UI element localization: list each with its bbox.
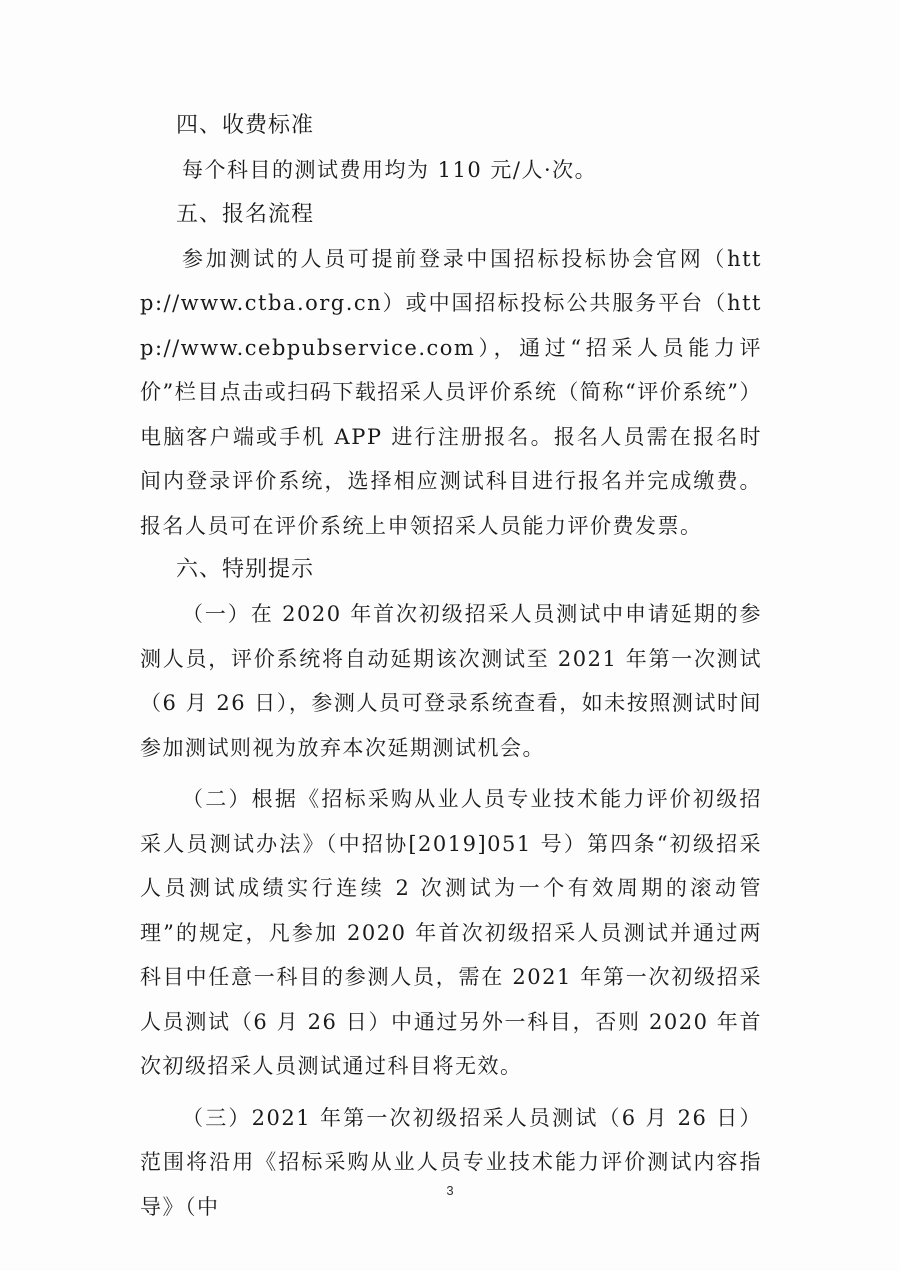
fee-paragraph: 每个科目的测试费用均为 110 元/人·次。 [182, 158, 598, 182]
notice-item-1: （一）在 2020 年首次初级招采人员测试中申请延期的参测人员，评价系统将自动延期该次测试至 2021 年第一次测试（6 月 26 日），参测人员可登录系统查看，如未按照测试时间参加测试则视为放弃本次延期测试机会。 [140, 602, 762, 760]
notice-item-2: （二）根据《招标采购从业人员专业技术能力评价初级招采人员测试办法》（中招协[2019]051 号）第四条“初级招采人员测试成绩实行连续 2 次测试为一个有效周期的滚动管理”的规定，凡参加 2020 年首次初级招采人员测试并通过两科目中任意一科目的参测人员，需在 2021 年第一次初级招采人员测试（6 月 26 日）中通过另外一科目，否则 2020 年首次初级招采人员测试通过科目将无效。 [140, 787, 762, 1078]
section-heading-registration: 五、报名流程 [176, 201, 315, 227]
document-body [140, 104, 762, 1229]
registration-paragraph: 参加测试的人员可提前登录中国招标投标协会官网（http://www.ctba.org.cn）或中国招标投标公共服务平台（http://www.cebpubservice.com），通过“招采人员能力评价”栏目点击或扫码下载招采人员评价系统（简称“评价系统”）电脑客户端或手机 APP 进行注册报名。报名人员需在报名时间内登录评价系统，选择相应测试科目进行报名并完成缴费。报名人员可在评价系统上申领招采人员能力评价费发票。 [140, 246, 762, 538]
section-heading-notice: 六、特别提示 [176, 557, 315, 582]
section-heading-fee: 四、收费标准 [176, 113, 315, 138]
notice-item-3: （三）2021 年第一次初级招采人员测试（6 月 26 日）范围将沿用《招标采购从业人员专业技术能力评价测试内容指导》（中 [140, 1105, 762, 1219]
page-number: 3 [446, 1183, 454, 1198]
